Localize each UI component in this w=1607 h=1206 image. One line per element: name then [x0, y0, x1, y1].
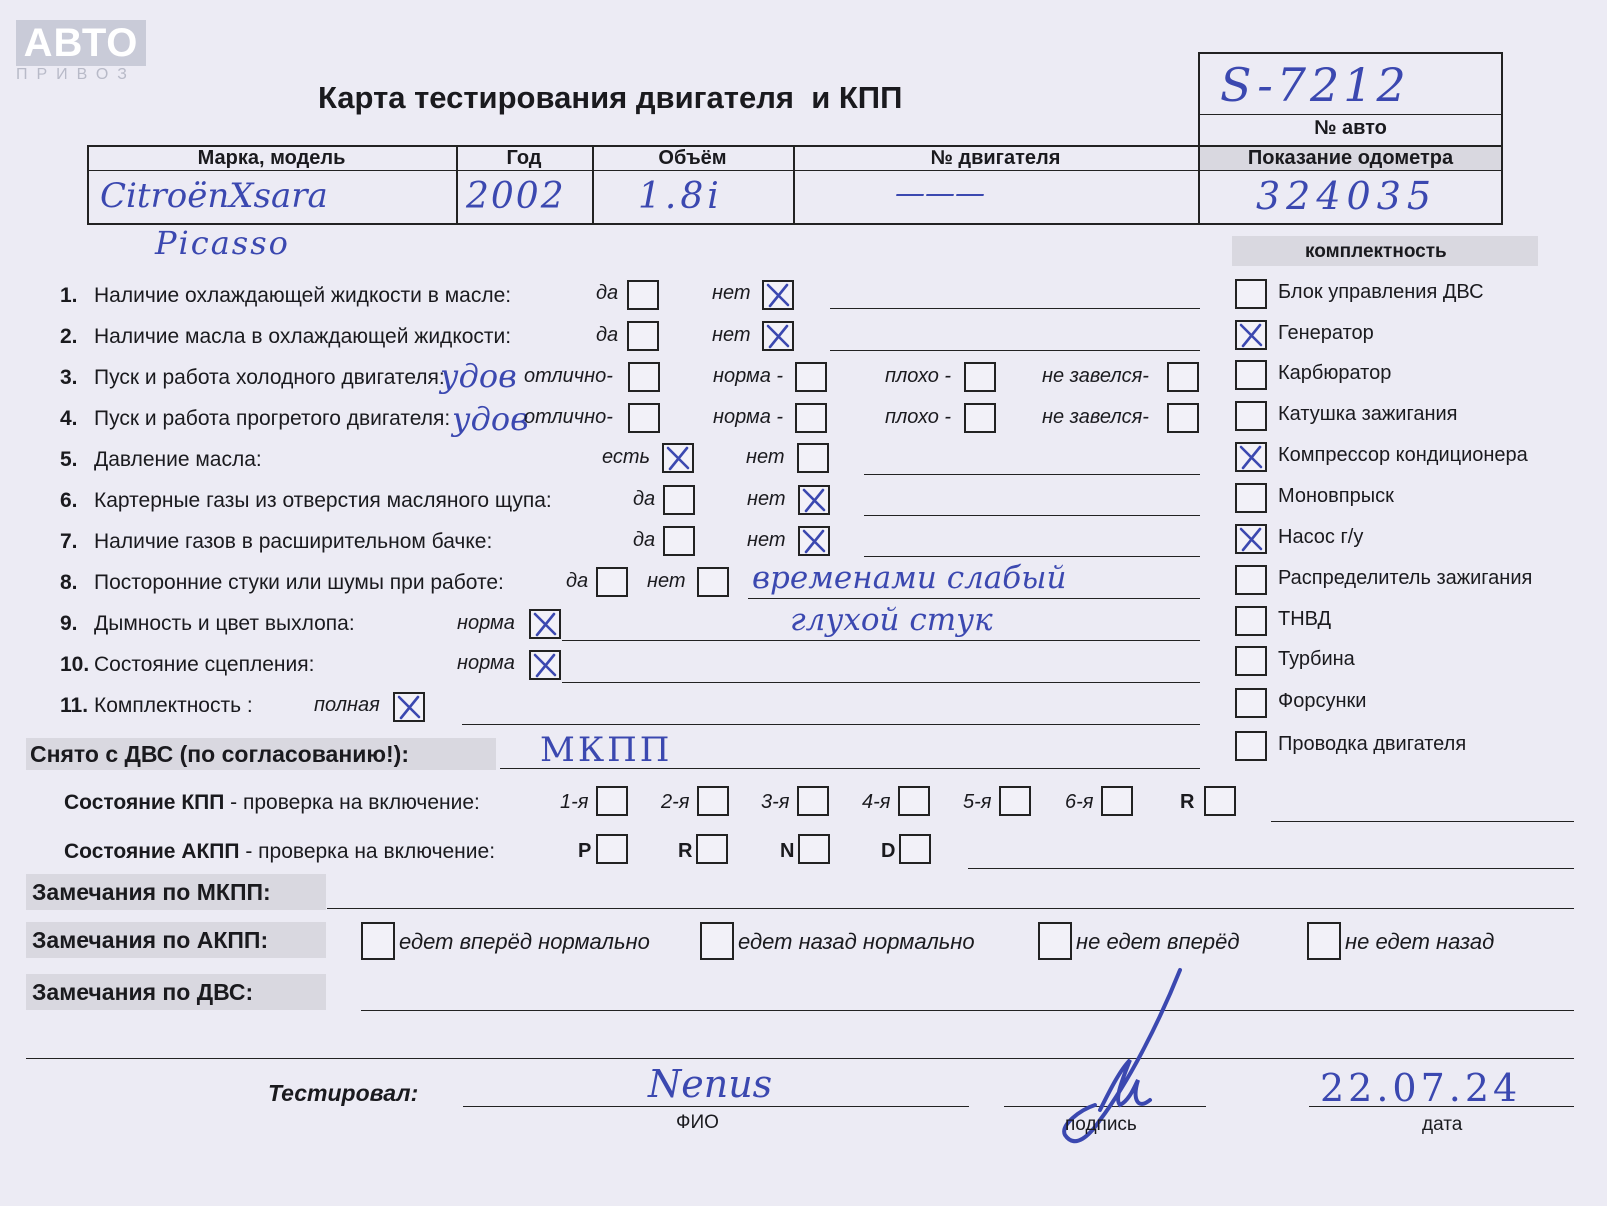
check-mark-icon — [531, 611, 559, 637]
signature-caption: подпись — [1065, 1114, 1137, 1135]
question-number: 11. — [60, 694, 89, 717]
q8-handwritten-note-1[interactable]: временами слабый — [752, 560, 1067, 596]
completeness-item-label: Блок управления ДВС — [1278, 281, 1484, 303]
q4-bad-checkbox[interactable] — [964, 403, 996, 433]
info-table-divider — [87, 170, 1503, 171]
check-mark-icon — [764, 323, 792, 349]
q9-norm-label: норма — [457, 612, 515, 634]
mode-label: R — [678, 840, 693, 862]
gear-checkbox[interactable] — [1101, 786, 1133, 816]
car-number-divider — [1198, 114, 1503, 115]
q2-yes-label: да — [596, 324, 619, 346]
question-text: Посторонние стуки или шумы при работе: — [94, 571, 504, 594]
q3-excellent-label: отлично- — [524, 365, 613, 387]
completeness-checkbox[interactable] — [1235, 360, 1267, 390]
question-text: Наличие газов в расширительном бачке: — [94, 530, 493, 553]
q7-notes-line[interactable] — [864, 556, 1200, 557]
q1-no-label: нет — [712, 282, 751, 304]
completeness-item-label: Турбина — [1278, 648, 1355, 670]
auto-check-label: не едет назад — [1345, 929, 1495, 954]
completeness-checkbox[interactable] — [1235, 565, 1267, 595]
q5-notes-line[interactable] — [864, 474, 1200, 475]
mode-checkbox[interactable] — [899, 834, 931, 864]
gear-checkbox[interactable] — [898, 786, 930, 816]
completeness-item-label: ТНВД — [1278, 608, 1332, 630]
value-brand-model-line2[interactable]: Picasso — [155, 224, 290, 262]
q7-yes-checkbox[interactable] — [663, 526, 695, 556]
tested-by-name[interactable]: Nenus — [648, 1062, 773, 1106]
question-text: Картерные газы из отверстия масляного щупа: — [94, 489, 552, 512]
completeness-item-label: Генератор — [1278, 322, 1374, 344]
gear-checkbox[interactable] — [697, 786, 729, 816]
check-mark-icon — [531, 652, 559, 678]
q3-normal-label: норма - — [713, 365, 784, 387]
completeness-item-label: Форсунки — [1278, 690, 1367, 712]
q4-not-started-label: не завелся- — [1042, 406, 1149, 428]
question-text: Дымность и цвет выхлопа: — [94, 612, 355, 635]
q2-notes-line[interactable] — [830, 350, 1200, 351]
gear-label: 5-я — [963, 791, 992, 813]
value-year[interactable]: 2002 — [466, 176, 566, 217]
q5-present-checkbox[interactable] — [662, 443, 694, 473]
remarks-auto-label: Замечания по АКПП: — [32, 927, 269, 953]
remarks-engine-line[interactable] — [361, 1010, 1574, 1011]
question-text: Давление масла: — [94, 448, 262, 471]
q10-norm-label: норма — [457, 652, 515, 674]
gear-checkbox[interactable] — [999, 786, 1031, 816]
completeness-checkbox[interactable] — [1235, 646, 1267, 676]
manual-gearbox-label — [64, 791, 480, 815]
q4-excellent-checkbox[interactable] — [628, 403, 660, 433]
q5-no-label: нет — [746, 446, 785, 468]
question-number: 5. — [60, 448, 78, 471]
q3-handwritten-note[interactable]: удов — [440, 357, 517, 395]
q11-full-checkbox[interactable] — [393, 692, 425, 722]
check-mark-icon — [664, 445, 692, 471]
q9-notes-line[interactable] — [562, 640, 1200, 641]
q9-norm-checkbox[interactable] — [529, 609, 561, 639]
question-number: 8. — [60, 571, 78, 594]
completeness-item-label: Катушка зажигания — [1278, 403, 1458, 425]
q8-notes-line[interactable] — [748, 598, 1200, 599]
completeness-checkbox[interactable] — [1235, 731, 1267, 761]
question-number: 1. — [60, 284, 78, 307]
remarks-manual-line[interactable] — [327, 908, 1574, 909]
q3-excellent-checkbox[interactable] — [628, 362, 660, 392]
question-number: 6. — [60, 489, 78, 512]
manual-gearbox-label-bold: Состояние КПП — [64, 791, 225, 814]
completeness-checkbox[interactable] — [1235, 688, 1267, 718]
q4-not-started-checkbox[interactable] — [1167, 403, 1199, 433]
value-volume[interactable]: 1.8i — [638, 176, 723, 217]
q6-no-checkbox[interactable] — [798, 485, 830, 515]
name-line[interactable] — [463, 1106, 969, 1107]
q1-yes-label: да — [596, 282, 619, 304]
mode-checkbox[interactable] — [696, 834, 728, 864]
q4-bad-label: плохо - — [885, 406, 952, 428]
q4-excellent-label: отлично- — [524, 406, 613, 428]
check-mark-icon — [1237, 526, 1265, 552]
completeness-checkbox[interactable] — [1235, 606, 1267, 636]
car-number-label: № авто — [1314, 117, 1387, 139]
gear-label: R — [1180, 791, 1195, 813]
gear-label: 1-я — [560, 791, 589, 813]
date-value[interactable]: 22.07.24 — [1320, 1066, 1522, 1110]
mode-checkbox[interactable] — [798, 834, 830, 864]
q6-no-label: нет — [747, 488, 786, 510]
q6-notes-line[interactable] — [864, 515, 1200, 516]
date-caption: дата — [1422, 1114, 1463, 1135]
question-text: Пуск и работа холодного двигателя: — [94, 366, 445, 389]
header-brand-model: Марка, модель — [197, 147, 346, 169]
question-number: 4. — [60, 407, 78, 430]
tested-by-label: Тестировал: — [268, 1080, 419, 1106]
q5-no-checkbox[interactable] — [797, 443, 829, 473]
q2-no-checkbox[interactable] — [762, 321, 794, 351]
q7-no-label: нет — [747, 529, 786, 551]
question-text: Наличие масла в охлаждающей жидкости: — [94, 325, 512, 348]
completeness-checkbox[interactable] — [1235, 279, 1267, 309]
question-number: 9. — [60, 612, 78, 635]
q2-no-label: нет — [712, 324, 751, 346]
completeness-item-label: Карбюратор — [1278, 362, 1392, 384]
completeness-item-label: Моновпрыск — [1278, 485, 1394, 507]
q1-no-checkbox[interactable] — [762, 280, 794, 310]
mode-label: P — [578, 840, 592, 862]
q6-yes-checkbox[interactable] — [663, 485, 695, 515]
gear-checkbox[interactable] — [1204, 786, 1236, 816]
check-mark-icon — [395, 694, 423, 720]
value-odometer[interactable]: 324035 — [1256, 174, 1438, 218]
removed-value[interactable]: МКПП — [540, 730, 673, 770]
q11-full-label: полная — [314, 694, 380, 716]
name-caption: ФИО — [676, 1112, 719, 1133]
q4-normal-label: норма - — [713, 406, 784, 428]
logo-subtitle: ПРИВОЗ — [16, 66, 136, 83]
auto-gearbox-label-rest: - проверка на включение: — [239, 840, 496, 863]
q6-yes-label: да — [633, 488, 656, 510]
check-mark-icon — [764, 282, 792, 308]
q8-yes-label: да — [566, 570, 589, 592]
q3-not-started-label: не завелся- — [1042, 365, 1149, 387]
auto-check-checkbox[interactable] — [700, 922, 734, 960]
question-text: Состояние сцепления: — [94, 653, 315, 676]
q7-yes-label: да — [633, 529, 656, 551]
question-text: Наличие охлаждающей жидкости в масле: — [94, 284, 512, 307]
check-mark-icon — [800, 487, 828, 513]
q8-handwritten-note-2[interactable]: глухой стук — [790, 602, 993, 638]
completeness-item-label: Насос г/у — [1278, 526, 1364, 548]
completeness-checkbox[interactable] — [1235, 442, 1267, 472]
mode-label: D — [881, 840, 896, 862]
gear-label: 6-я — [1065, 791, 1094, 813]
auto-gearbox-label-bold: Состояние АКПП — [64, 840, 240, 863]
completeness-item-label: Распределитель зажигания — [1278, 567, 1533, 589]
completeness-checkbox[interactable] — [1235, 401, 1267, 431]
gear-label: 4-я — [862, 791, 891, 813]
q1-yes-checkbox[interactable] — [627, 280, 659, 310]
auto-check-label: едет вперёд нормально — [399, 929, 650, 954]
completeness-item-label: Компрессор кондиционера — [1278, 444, 1528, 466]
car-number-value[interactable]: S-7212 — [1220, 58, 1410, 112]
q3-normal-checkbox[interactable] — [795, 362, 827, 392]
remarks-engine-label: Замечания по ДВС: — [32, 979, 254, 1005]
auto-check-label: едет назад нормально — [738, 929, 975, 954]
auto-check-checkbox[interactable] — [1307, 922, 1341, 960]
q2-yes-checkbox[interactable] — [627, 321, 659, 351]
header-engine-no: № двигателя — [930, 147, 1061, 169]
value-engine-no[interactable]: ——— — [895, 176, 985, 211]
q4-handwritten-note[interactable]: удов — [452, 400, 529, 438]
completeness-item-label: Проводка двигателя — [1278, 733, 1467, 755]
auto-check-checkbox[interactable] — [1038, 922, 1072, 960]
manual-gearbox-notes-line[interactable] — [1271, 821, 1574, 822]
q4-normal-checkbox[interactable] — [795, 403, 827, 433]
q3-bad-label: плохо - — [885, 365, 952, 387]
removed-label: Снято с ДВС (по согласованию!): — [30, 741, 409, 767]
question-number: 7. — [60, 530, 78, 553]
auto-check-label: не едет вперёд — [1076, 929, 1240, 954]
header-volume: Объём — [658, 147, 727, 169]
q3-bad-checkbox[interactable] — [964, 362, 996, 392]
completeness-title: комплектность — [1305, 241, 1447, 262]
header-year: Год — [506, 147, 542, 169]
page-title: Карта тестирования двигателя и КПП — [318, 80, 903, 115]
mode-label: N — [780, 840, 795, 862]
q8-no-label: нет — [647, 570, 686, 592]
completeness-checkbox[interactable] — [1235, 320, 1267, 350]
manual-gearbox-label-rest: - проверка на включение: — [224, 791, 480, 814]
question-number: 3. — [60, 366, 78, 389]
remarks-engine-line-2[interactable] — [26, 1058, 1574, 1059]
q8-yes-checkbox[interactable] — [596, 567, 628, 597]
question-number: 10. — [60, 653, 90, 676]
gear-label: 2-я — [661, 791, 690, 813]
q10-notes-line[interactable] — [562, 682, 1200, 683]
mode-checkbox[interactable] — [596, 834, 628, 864]
q5-present-label: есть — [602, 446, 651, 468]
check-mark-icon — [800, 528, 828, 554]
check-mark-icon — [1237, 444, 1265, 470]
q7-no-checkbox[interactable] — [798, 526, 830, 556]
value-brand-model[interactable]: CitroënXsara — [100, 176, 328, 216]
q1-notes-line[interactable] — [830, 308, 1200, 309]
q11-notes-line[interactable] — [462, 724, 1200, 725]
completeness-checkbox[interactable] — [1235, 524, 1267, 554]
question-number: 2. — [60, 325, 78, 348]
logo: АВТО — [16, 20, 146, 66]
remarks-manual-label: Замечания по МКПП: — [32, 879, 271, 905]
auto-gearbox-label — [64, 840, 495, 864]
gear-checkbox[interactable] — [797, 786, 829, 816]
auto-check-checkbox[interactable] — [361, 922, 395, 960]
gear-checkbox[interactable] — [596, 786, 628, 816]
q3-not-started-checkbox[interactable] — [1167, 362, 1199, 392]
completeness-checkbox[interactable] — [1235, 483, 1267, 513]
auto-gearbox-notes-line[interactable] — [968, 868, 1574, 869]
question-text: Комплектность : — [94, 694, 253, 717]
gear-label: 3-я — [761, 791, 790, 813]
check-mark-icon — [1237, 322, 1265, 348]
header-odometer: Показание одометра — [1247, 147, 1454, 169]
question-text: Пуск и работа прогретого двигателя: — [94, 407, 451, 430]
q10-norm-checkbox[interactable] — [529, 650, 561, 680]
q8-no-checkbox[interactable] — [697, 567, 729, 597]
